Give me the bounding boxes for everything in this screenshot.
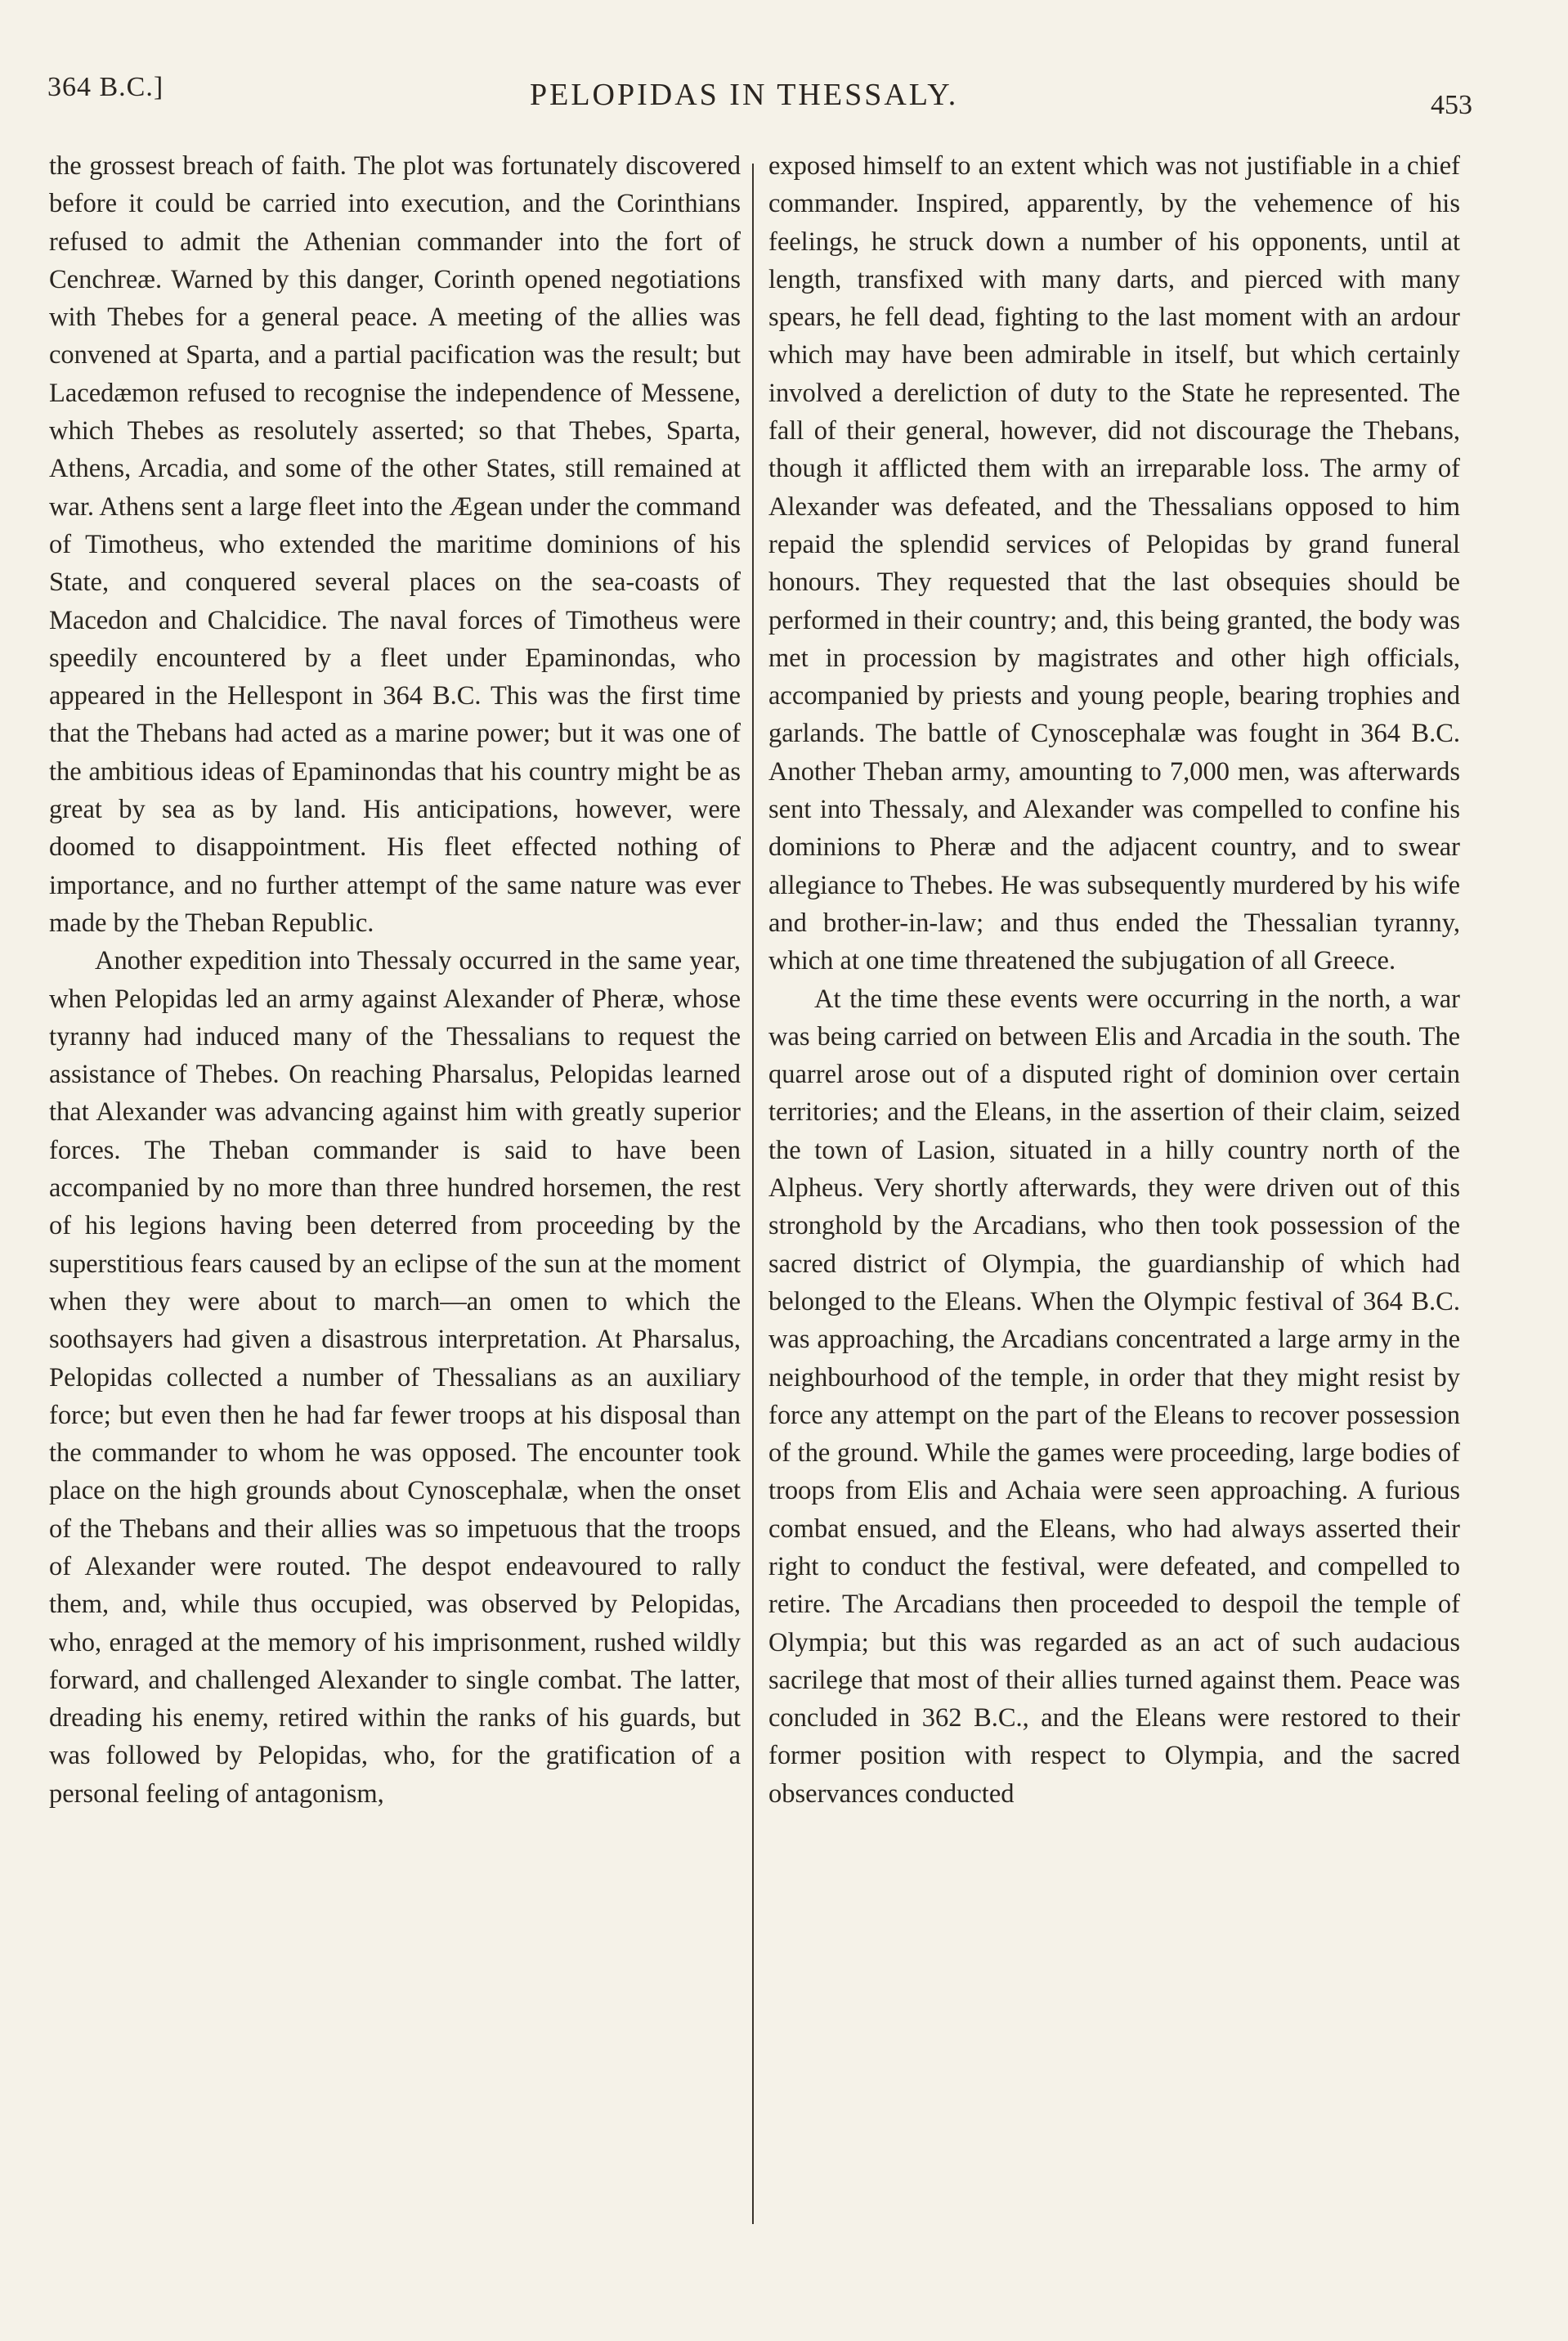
paragraph: the grossest breach of faith. The plot was fortunately discovered before it could be carried into execution, and the Corinthians refused to admit the Athenian commander into the fort of Cenchreæ. Warned by this danger, Corinth opened negotiations with Thebes for a general peace. A meeting of the allies was convened at Sparta, and a partial pacification was the result; but Lacedæmon refused to recognise the independence of Messene, which Thebes as resolutely asserted; so that Thebes, Sparta, Athens, Arcadia, and some of the other States, still remained at war. Athens sent a large fleet into the Ægean under the command of Timotheus, who extended the maritime dominions of his State, and conquered several places on the sea-coasts of Macedon and Chalcidice. The naval forces of Timotheus were speedily encountered by a fleet under Epaminondas, who appeared in the Hellespont in 364 B.C. This was the first time that the Thebans had acted as a marine power; but it was one of the ambitious ideas of Epaminondas that his country might be as great by sea as by land. His anticipations, however, were doomed to disappointment. His fleet effected nothing of importance, and no further attempt of the same nature was ever made by the Theban Republic.: [49, 151, 741, 938]
header-date: 364 B.C.]: [47, 72, 164, 102]
right-column: [768, 147, 1460, 1813]
paragraph: exposed himself to an extent which was not justifiable in a chief commander. Inspired, apparently, by the vehemence of his feelings, he struck down a number of his opponents, until at length, transfixed with many darts, and pierced with many spears, he fell dead, fighting to the last moment with an ardour which may have been admirable in itself, but which certainly involved a dereliction of duty to the State he represented. The fall of their general, however, did not discourage the Thebans, though it afflicted them with an irreparable loss. The army of Alexander was defeated, and the Thessalians opposed to him repaid the splendid services of Pelopidas by grand funeral honours. They requested that the last obsequies should be performed in their country; and, this being granted, the body was met in procession by magistrates and other high officials, accompanied by priests and young people, bearing trophies and garlands. The battle of Cynoscephalæ was fought in 364 B.C. Another Theban army, amounting to 7,000 men, was afterwards sent into Thessaly, and Alexander was compelled to confine his dominions to Pheræ and the adjacent country, and to swear allegiance to Thebes. He was subsequently murdered by his wife and brother-in-law; and thus ended the Thessalian tyranny, which at one time threatened the subjugation of all Greece.: [768, 151, 1460, 976]
page-number: 453: [1431, 90, 1472, 120]
page-title: PELOPIDAS IN THESSALY.: [530, 78, 959, 112]
running-header: [47, 72, 1486, 121]
paragraph: Another expedition into Thessaly occurred in the same year, when Pelopidas led an army against Alexander of Pheræ, whose tyranny had induced many of the Thessalians to request the assistance of Thebes. On reaching Pharsalus, Pelopidas learned that Alexander was advancing against him with greatly superior forces. The Theban commander is said to have been accompanied by no more than three hundred horsemen, the rest of his legions having been deterred from proceeding by the superstitious fears caused by an eclipse of the sun at the moment when they were about to march—an omen to which the soothsayers had given a disastrous interpretation. At Pharsalus, Pelopidas collected a number of Thessalians as an auxiliary force; but even then he had far fewer troops at his disposal than the commander to whom he was opposed. The encounter took place on the high grounds about Cynoscephalæ, when the onset of the Thebans and their allies was so impetuous that the troops of Alexander were routed. The despot endeavoured to rally them, and, while thus occupied, was observed by Pelopidas, who, enraged at the memory of his imprisonment, rushed wildly forward, and challenged Alexander to single combat. The latter, dreading his enemy, retired within the ranks of his guards, but was followed by Pelopidas, who, for the gratification of a personal feeling of antagonism,: [49, 946, 741, 1809]
paragraph: At the time these events were occurring in the north, a war was being carried on between Elis and Arcadia in the south. The quarrel arose out of a disputed right of dominion over certain territories; and the Eleans, in the assertion of their claim, seized the town of Lasion, situated in a hilly country north of the Alpheus. Very shortly afterwards, they were driven out of this stronghold by the Arcadians, who then took possession of the sacred district of Olympia, the guardianship of which had belonged to the Eleans. When the Olympic festival of 364 B.C. was approaching, the Arcadians concentrated a large army in the neighbourhood of the temple, in order that they might resist by force any attempt on the part of the Eleans to recover possession of the ground. While the games were proceeding, large bodies of troops from Elis and Achaia were seen approaching. A furious combat ensued, and the Eleans, who had always asserted their right to conduct the festival, were defeated, and compelled to retire. The Arcadians then proceeded to despoil the temple of Olympia; but this was regarded as an act of such audacious sacrilege that most of their allies turned against them. Peace was concluded in 362 B.C., and the Eleans were restored to their former position with respect to Olympia, and the sacred observances conducted: [768, 984, 1460, 1809]
left-column: [49, 147, 741, 1813]
column-divider: [752, 164, 754, 2224]
